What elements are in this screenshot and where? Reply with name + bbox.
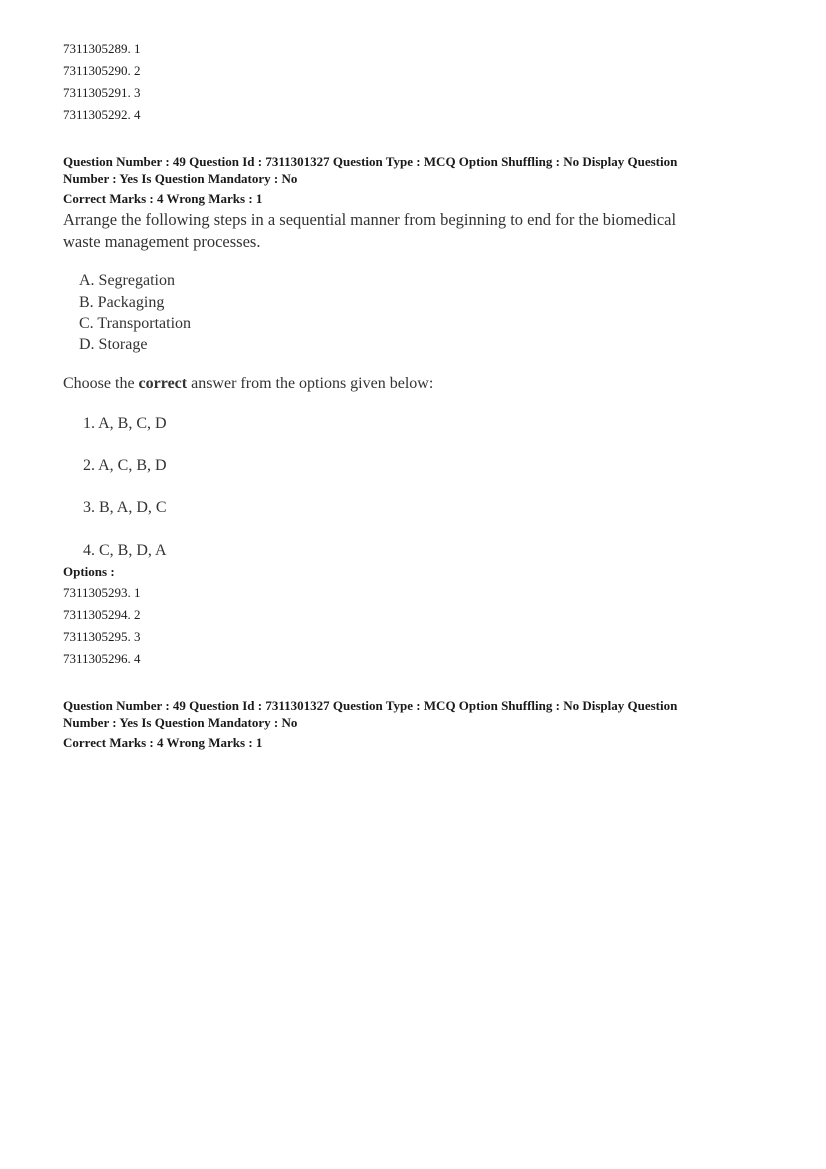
prev-option-4: 7311305292. 4: [63, 107, 141, 122]
answer-choice-4: 4. C, B, D, A: [83, 542, 167, 559]
option-id-3: 7311305295. 3: [63, 629, 141, 644]
choose-suffix: answer from the options given below:: [187, 375, 434, 392]
step-a: A. Segregation: [79, 272, 175, 289]
prev-option-3: 7311305291. 3: [63, 85, 141, 100]
answer-choice-2: 2. A, C, B, D: [83, 457, 167, 474]
choose-bold-word: correct: [138, 375, 188, 392]
answer-choice-3: 3. B, A, D, C: [83, 499, 167, 516]
option-id-4: 7311305296. 4: [63, 651, 141, 666]
question-marks: Correct Marks : 4 Wrong Marks : 1: [63, 191, 263, 206]
step-c: C. Transportation: [79, 315, 192, 332]
choose-instruction: [63, 374, 433, 394]
prev-option-1: 7311305289. 1: [63, 41, 141, 56]
next-question-marks: Correct Marks : 4 Wrong Marks : 1: [63, 735, 263, 750]
option-id-2: 7311305294. 2: [63, 607, 141, 622]
question-header-line2: Number : Yes Is Question Mandatory : No: [63, 171, 298, 186]
answer-choice-1: 1. A, B, C, D: [83, 415, 167, 432]
question-text-line1: Arrange the following steps in a sequential manner from beginning to end for the biomedical: [63, 210, 677, 229]
step-d: D. Storage: [79, 336, 148, 353]
question-header-line1: Question Number : 49 Question Id : 7311301327 Question Type : MCQ Option Shuffling : No Display Question: [63, 154, 678, 169]
step-b: B. Packaging: [79, 294, 165, 311]
next-question-header-line1: Question Number : 49 Question Id : 7311301327 Question Type : MCQ Option Shuffling : No Display Question: [63, 698, 678, 713]
prev-option-2: 7311305290. 2: [63, 63, 141, 78]
options-label: Options :: [63, 564, 115, 579]
choose-prefix: Choose the: [63, 375, 139, 392]
next-question-header-line2: Number : Yes Is Question Mandatory : No: [63, 715, 298, 730]
option-id-1: 7311305293. 1: [63, 585, 141, 600]
question-text-line2: waste management processes.: [63, 232, 261, 251]
